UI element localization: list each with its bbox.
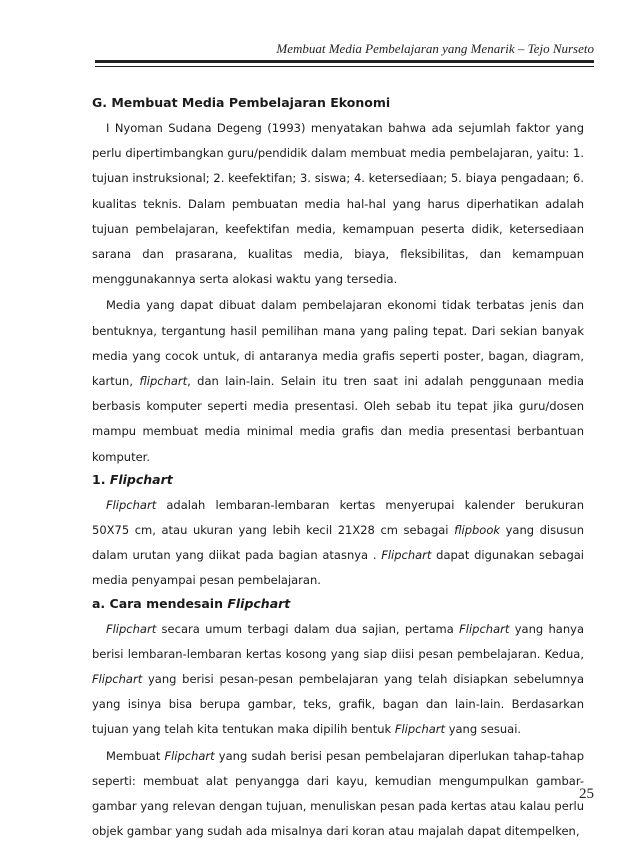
italic-term: Flipchart: [106, 497, 157, 512]
text-span: secara umum terbagi dalam dua sajian, pertama: [156, 621, 460, 636]
page-body: [92, 94, 584, 845]
section-heading-a: [92, 595, 584, 613]
text-span: Membuat: [106, 748, 165, 763]
text-span: yang berisi pesan-pesan pembelajaran yang telah disiapkan sebelumnya yang isinya bisa berupa gambar, teks, grafik, bagan dan lain-lain. Berdasarkan tujuan yang telah kita tentukan maka dipilih bentuk: [92, 672, 584, 737]
paragraph-a-1: [92, 617, 584, 743]
section-heading-1: [92, 471, 584, 489]
heading-text: a. Cara mendesain: [92, 595, 228, 611]
paragraph-1-1: [92, 493, 584, 594]
header-rule-thick: [95, 60, 594, 63]
text-span: dapat digunakan sebagai media penyampai pesan pembelajaran.: [92, 548, 584, 588]
text-span: yang sesuai.: [445, 722, 522, 737]
italic-term: Flipchart: [459, 621, 510, 636]
italic-term: flipbook: [454, 523, 501, 538]
text-span: Media yang dapat dibuat dalam pembelajaran ekonomi tidak terbatas jenis dan bentuknya, tergantung hasil pemilihan mana yang paling tepat. Dari sekian banyak media yang cocok untuk, di antaranya media grafis seperti poster, bagan, diagram, kartun,: [92, 298, 584, 389]
paragraph-g-1: I Nyoman Sudana Degeng (1993) menyatakan bahwa ada sejumlah faktor yang perlu dipertimbangkan guru/pendidik dalam membuat media pembelajaran, yaitu: 1. tujuan instruksional; 2. keefektifan; 3. siswa; 4. ketersediaan; 5. biaya pengadaan; 6. kualitas teknis. Dalam pembuatan media hal-hal yang harus diperhatikan adalah tujuan pembelajaran, keefektifan media, kemampuan peserta didik, ketersediaan sarana dan prasarana, kualitas media, biaya, fleksibilitas, dan kemampuan menggunakannya serta alokasi waktu yang tersedia.: [92, 121, 584, 287]
text-span: , dan lain-lain. Selain itu tren saat ini adalah penggunaan media berbasis komputer seperti media presentasi. Oleh sebab itu tepat jika guru/dosen mampu membuat media minimal media grafis dan media presentasi berbantuan komputer.: [92, 374, 584, 464]
paragraph-g-2: [92, 293, 584, 469]
paragraph-a-2: [92, 744, 584, 845]
text-span: adalah lembaran-lembaran kertas menyerupai kalender berukuran 50X75 cm, atau ukuran yang lebih kecil 21X28 cm sebagai: [92, 497, 584, 538]
heading-number: 1.: [92, 471, 110, 487]
text-span: yang sudah berisi pesan pembelajaran diperlukan tahap-tahap seperti: membuat alat penyangga dari kayu, kemudian mengumpulkan gambar-gambar yang relevan dengan tujuan, menuliskan pesan pada kertas atau kalau perlu objek gambar yang sudah ada misalnya dari koran atau majalah dapat ditempelken,: [92, 748, 584, 839]
text-span: yang hanya berisi lembaran-lembaran kertas kosong yang siap diisi pesan pembelajaran. Kedua,: [92, 621, 584, 661]
italic-term: Flipchart: [106, 621, 157, 636]
text-span: yang disusun dalam urutan yang diikat pada bagian atasnya .: [92, 523, 584, 563]
section-heading-g: G. Membuat Media Pembelajaran Ekonomi: [92, 95, 391, 110]
italic-term: Flipchart: [381, 548, 432, 563]
page-number: 25: [579, 786, 594, 802]
italic-term: Flipchart: [394, 722, 446, 737]
italic-term: flipchart: [139, 374, 188, 389]
heading-italic: Flipchart: [227, 595, 291, 611]
running-header: Membuat Media Pembelajaran yang Menarik – Tejo Nurseto: [276, 41, 594, 56]
italic-term: Flipchart: [164, 748, 215, 763]
heading-italic: Flipchart: [109, 471, 173, 487]
header-rule-thin: [95, 66, 594, 67]
italic-term: Flipchart: [92, 672, 143, 687]
